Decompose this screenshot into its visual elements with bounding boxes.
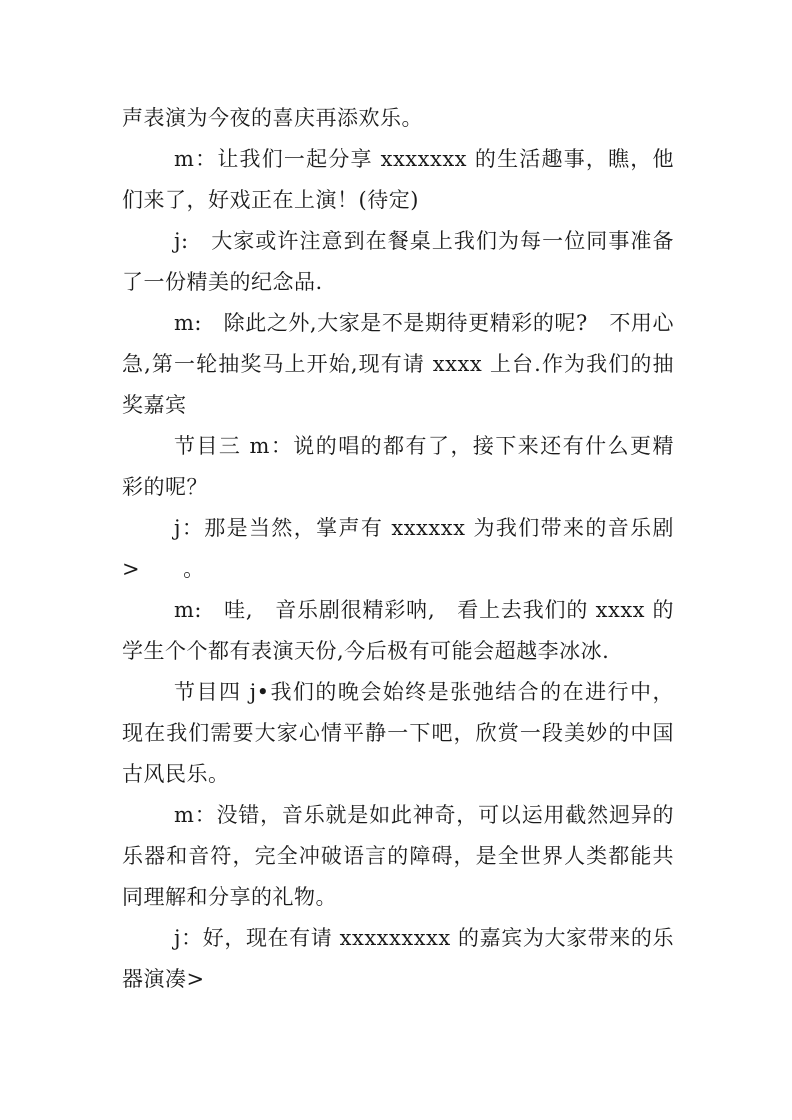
paragraph-5: 节目三 m：说的唱的都有了，接下来还有什么更精彩的呢？ (122, 434, 674, 499)
paragraph-8: 节目四 j•我们的晚会始终是张弛结合的在进行中，现在我们需要大家心情平静一下吧，欣赏一段美妙的中国古风民乐。 (122, 680, 674, 786)
document-body (122, 98, 674, 1000)
paragraph-10: j：好，现在有请 xxxxxxxxx 的嘉宾为大家带来的乐器演凑> (122, 926, 674, 991)
paragraph-9: m：没错，音乐就是如此神奇，可以运用截然迥异的乐器和音符，完全冲破语言的障碍，是全世界人类都能共同理解和分享的礼物。 (122, 803, 674, 909)
paragraph-7: m: 哇, 音乐剧很精彩呐, 看上去我们的 xxxx 的学生个个都有表演天份,今后极有可能会超越李冰冰. (122, 598, 674, 663)
paragraph-4: m: 除此之外,大家是不是期待更精彩的呢? 不用心急,第一轮抽奖马上开始,现有请 xxxx 上台.作为我们的抽奖嘉宾 (122, 311, 674, 417)
paragraph-3: j: 大家或许注意到在餐桌上我们为每一位同事准备了一份精美的纪念品. (122, 229, 674, 294)
paragraph-6: j：那是当然，掌声有 xxxxxx 为我们带来的音乐剧> 。 (122, 516, 674, 581)
paragraph-1: 声表演为今夜的喜庆再添欢乐。 (122, 106, 423, 130)
paragraph-2: m：让我们一起分享 xxxxxxx 的生活趣事，瞧，他们来了，好戏正在上演！(待定) (122, 147, 674, 212)
